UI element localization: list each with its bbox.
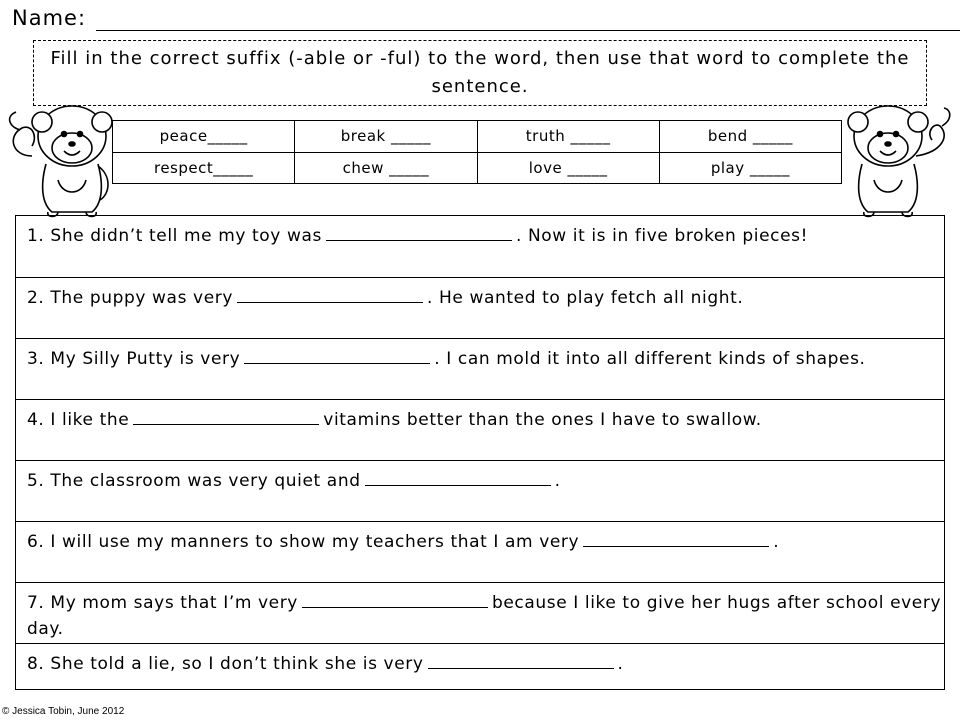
sentence-text: . Now it is in five broken pieces! [515, 226, 809, 246]
sentence-text: 7. My mom says that I’m very [27, 593, 298, 613]
answer-blank[interactable] [302, 589, 488, 608]
word-bank-cell: chew _____ [295, 152, 477, 184]
instructions: Fill in the correct suffix (-able or -ful) to the word, then use that word to complete the sentence. [33, 40, 927, 106]
sentence-text: . [617, 654, 624, 674]
copyright-footer: © Jessica Tobin, June 2012 [2, 706, 125, 717]
word-bank-cell: love _____ [477, 152, 659, 184]
sentence-text: 5. The classroom was very quiet and [27, 471, 361, 491]
sentence-row [16, 216, 944, 278]
word-bank-cell: break _____ [295, 121, 477, 153]
sentence-text: 6. I will use my manners to show my teachers that I am very [27, 532, 580, 552]
monkey-illustration-left [2, 96, 114, 220]
sentence-text: 2. The puppy was very [27, 288, 234, 308]
word-bank-cell: play _____ [659, 152, 841, 184]
sentence-row [16, 278, 944, 339]
name-line[interactable] [96, 30, 960, 31]
name-label: Name: [12, 6, 87, 30]
word-bank-table [112, 120, 842, 184]
answer-blank[interactable] [583, 528, 769, 547]
sentence-list [15, 215, 945, 690]
word-bank-cell: peace_____ [113, 121, 295, 153]
sentence-text: because I like to give her hugs after school every day. [27, 593, 942, 639]
answer-blank[interactable] [244, 345, 430, 364]
sentence-row [16, 583, 944, 644]
sentence-text: 3. My Silly Putty is very [27, 349, 241, 369]
sentence-text: . I can mold it into all different kinds of shapes. [434, 349, 866, 369]
sentence-text: . [554, 471, 561, 491]
sentence-text: . He wanted to play fetch all night. [427, 288, 744, 308]
answer-blank[interactable] [237, 284, 423, 303]
word-bank-row [113, 152, 842, 184]
sentence-text: . [773, 532, 780, 552]
sentence-text: 4. I like the [27, 410, 130, 430]
answer-blank[interactable] [326, 222, 512, 241]
sentence-row [16, 461, 944, 522]
answer-blank[interactable] [365, 467, 551, 486]
word-bank-cell: bend _____ [659, 121, 841, 153]
answer-blank[interactable] [133, 406, 319, 425]
word-bank-cell: respect_____ [113, 152, 295, 184]
sentence-row [16, 400, 944, 461]
answer-blank[interactable] [428, 650, 614, 669]
sentence-text: 1. She didn’t tell me my toy was [27, 226, 322, 246]
word-bank-row [113, 121, 842, 153]
monkey-illustration-right [846, 96, 958, 220]
sentence-row [16, 522, 944, 583]
sentence-row [16, 644, 944, 689]
sentence-row [16, 339, 944, 400]
sentence-text: vitamins better than the ones I have to swallow. [323, 410, 762, 430]
sentence-text: 8. She told a lie, so I don’t think she is very [27, 654, 424, 674]
name-row [12, 4, 952, 34]
word-bank-cell: truth _____ [477, 121, 659, 153]
